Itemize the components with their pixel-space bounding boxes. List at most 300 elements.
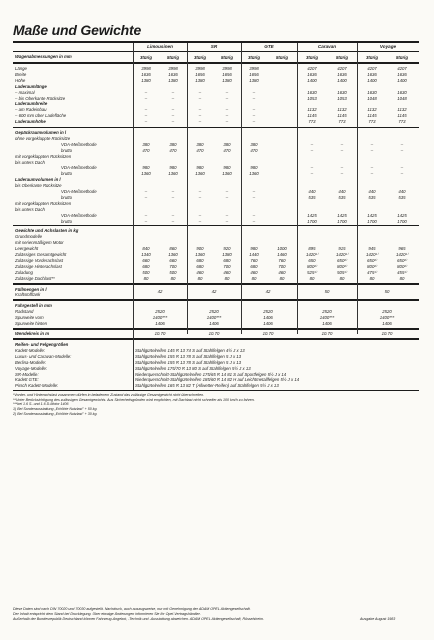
weights-label-1: Grundmodelle [15,234,42,240]
cargo-value-15-6: 1700 [337,218,347,224]
weights-value-8-5: 80 [279,275,285,281]
cargo-label-9: bis Oberkante Rücksitze [15,183,62,189]
cargo-value-15-3: – [225,218,229,224]
dims-value-2-6: 1400 [337,77,347,83]
dims-value-0-3: 3998 [222,66,232,71]
dims-value-0-0: 3998 [141,66,151,71]
tyres-row-label-4: SR-Modelle: [15,371,39,377]
dims-value-5-8: 1048 [397,95,407,101]
dims-value-1-4: 1656 [249,71,259,77]
dims-value-1-6: 1636 [337,71,347,77]
dims-value-1-2: 1656 [195,71,205,77]
cargo-value-2-6: – [340,141,344,147]
weights-value-6-5: 700 [278,263,286,269]
chassis-value-0-2: 2520 [263,309,273,315]
cargo-value-7-1: 1360 [168,171,178,177]
weights-value-5-3: 680 [223,257,231,263]
dims-value-7-0: – [144,107,148,113]
weights-value-4-2: 1360 [195,252,205,257]
cargo-value-14-8: 1425 [397,212,407,218]
header-group-voyage: Voyage [379,44,397,49]
dims-value-8-5: 1145 [307,113,317,119]
cargo-value-10-6: 440 [338,189,346,194]
weights-value-3-5: 1000 [277,246,287,252]
cargo-value-14-1: – [171,212,175,218]
dims-value-7-7: 1132 [367,107,377,113]
dims-value-4-7: 1630 [367,89,377,95]
header-group-gte: GTE [264,44,274,49]
cargo-value-14-3: – [225,212,229,218]
cargo-value-10-1: – [171,189,175,194]
cargo-value-6-7: – [370,165,374,171]
tyres-row-label-5: Kadett GTE: [15,377,39,383]
header-door-4: 3türig [248,55,260,60]
chassis-row-label-0: Radstand [15,309,34,315]
cargo-value-7-7: – [370,171,374,177]
weights-value-6-6: 800²⁾ [307,263,317,269]
cargo-value-2-4: 380 [250,141,258,147]
weights-value-6-2: 680 [196,263,204,269]
fuel-value-4: 50 [384,289,390,295]
chassis-value-2-0: 1406 [155,321,165,327]
dims-value-7-8: 1132 [397,107,407,113]
cargo-label-7: brutto [61,171,72,177]
dims-value-9-8: 773 [398,119,406,125]
dims-value-2-0: 1380 [141,77,151,83]
weights-value-4-8: 1420¹⁾ [365,252,379,257]
cargo-value-7-0: 1360 [141,171,151,177]
chassis-value-0-0: 2520 [155,309,165,315]
dims-value-5-1: – [171,95,175,101]
fuel-value-2: 42 [265,289,271,295]
fuel-value-3: 50 [324,289,330,295]
dims-value-4-3: – [225,89,229,95]
cargo-value-6-3: 980 [223,165,231,171]
dims-label-4: – maximal [15,89,35,95]
cargo-value-10-2: – [198,189,202,194]
cargo-value-14-5: 1425 [307,212,317,218]
cargo-label-0: Gepäckraumvolumen in l [15,130,67,135]
tyres-row-label-2: Berlina-Modelle: [15,359,47,365]
cargo-value-2-0: 380 [142,141,150,147]
cargo-value-14-0: – [144,212,148,218]
cargo-value-6-8: – [400,165,404,171]
weights-value-7-5: 460 [278,269,286,275]
cargo-value-6-4: 980 [250,165,258,171]
cargo-value-11-2: – [198,194,202,200]
cargo-value-6-5: – [310,165,314,171]
dims-value-1-8: 1636 [397,71,407,77]
weights-value-5-7: 650²⁾ [337,257,347,263]
cargo-value-11-3: – [225,194,229,200]
cargo-value-6-0: 980 [142,165,150,171]
cargo-value-15-8: 1700 [397,218,407,224]
dims-value-9-5: 773 [308,119,316,125]
weights-label-5: Zulässige Vorderachslast [15,257,64,263]
cargo-value-2-3: 380 [223,141,231,147]
cargo-value-10-7: 440 [368,189,376,194]
dims-label-3: Laderaumlänge [15,83,47,89]
weights-value-5-1: 660 [169,257,177,263]
dims-value-8-3: – [225,113,229,119]
weights-label-8: Zulässige Dachlast** [15,275,55,281]
dims-value-4-2: – [198,89,202,95]
cargo-value-2-1: 380 [169,141,177,147]
cargo-value-15-0: – [144,218,148,224]
cargo-value-7-6: – [340,171,344,177]
cargo-label-11: brutto [61,194,72,200]
tyres-row-label-0: Kadett-Modelle: [15,347,46,353]
cargo-value-11-4: – [252,194,256,200]
tyres-row-label-6: Pirsch Kadett-Modelle: [15,383,59,389]
cargo-value-3-0: 470 [142,147,150,153]
dims-label-8: – 600 mm über Ladefläche [15,113,67,119]
cargo-value-2-8: – [400,141,404,147]
chassis-value-0-1: 2520 [209,309,219,315]
weights-value-6-3: 700 [223,263,231,269]
footnote-0: *Vorder- und Hinterachslast zusammen dürfen in beladenem Zustand das zulässige Gesamtgewicht nicht überschreiten. [13,393,205,398]
footnote-2: ***bei 1.6 S- und 1.6 D-Motor 1406 [13,402,69,407]
weights-value-3-4: 980 [250,246,258,252]
turning-value-1: 10.70 [208,331,220,336]
dims-value-4-8: 1630 [397,89,407,95]
weights-value-5-6: 650 [308,257,316,263]
cargo-value-3-2: 470 [196,147,204,153]
cargo-value-6-6: – [340,165,344,171]
dims-value-9-6: 773 [338,119,346,125]
turning-value-2: 10.70 [262,331,274,336]
cargo-label-6: VDA-Meßmethode [61,165,97,171]
cargo-value-3-6: – [340,147,344,153]
weights-value-6-4: 680 [250,263,258,269]
weights-value-8-8: 80 [369,275,375,281]
dims-value-4-5: 1630 [307,89,317,95]
dims-value-2-3: 1380 [222,77,232,83]
footnote-4: 2) Bei Sonderausstattung „Erhöhte Nutzlast" + 30 kg. [13,411,98,416]
chassis-value-0-3: 2520 [322,309,332,315]
tyres-row-value-1: Stahlgürtelreifen 155 R 13 78 S auf Stahlfelgen 5 J x 13 [135,353,242,359]
dims-value-0-8: 4207 [397,66,407,71]
dims-value-1-3: 1656 [222,71,232,77]
column-divider-group-3 [357,43,358,334]
weights-value-5-2: 680 [196,257,204,263]
cargo-value-11-1: – [171,194,175,200]
header-door-3: 5türig [221,55,233,60]
header-door-6: 3türig [306,55,318,60]
cargo-value-6-1: 980 [169,165,177,171]
cargo-value-15-2: – [198,218,202,224]
weights-label-7: Zuladung [15,269,33,275]
weights-value-6-0: 680 [142,263,150,269]
dims-label-7: – am Radeinbau [15,107,47,113]
chassis-value-2-3: 1406 [322,321,332,327]
weights-value-4-3: 1380 [222,252,232,257]
turning-label: Wendekreis in m [15,331,50,336]
weights-bottom-rule [13,283,419,285]
dims-value-0-6: 4207 [337,66,347,71]
dims-value-8-7: 1145 [367,113,377,119]
chassis-value-1-2: 1406 [263,315,273,321]
dims-value-5-3: – [225,95,229,101]
weights-value-7-4: 460 [250,269,258,275]
weights-value-4-6: 1420¹⁾ [305,252,319,257]
cargo-label-2: VDA-Meßmethode [61,141,97,147]
weights-value-7-7: 505¹⁾ [337,269,347,275]
title-rule [13,41,419,43]
dims-value-2-4: 1380 [249,77,259,83]
weights-value-3-7: 915 [338,246,346,252]
column-divider-group-0 [187,43,188,334]
dims-value-8-6: 1145 [337,113,347,119]
page-title: Maße und Gewichte [13,22,142,38]
weights-value-7-6: 525¹⁾ [307,269,317,275]
weights-value-7-8: 475¹⁾ [367,269,377,275]
chassis-row-label-1: Spurweite vorn [15,315,44,321]
dims-label-1: Breite [15,71,27,77]
dims-value-1-0: 1636 [141,71,151,77]
dims-value-0-7: 4207 [367,66,377,71]
dims-value-4-4: – [252,89,256,95]
dims-value-0-5: 4207 [307,66,317,71]
tyres-row-label-3: Voyage-Modelle: [15,365,48,371]
chassis-bottom-rule [13,328,419,330]
cargo-value-7-2: 1360 [195,171,205,177]
cargo-value-2-7: – [370,141,374,147]
dims-value-5-7: 1048 [367,95,377,101]
weights-value-5-8: 650²⁾ [367,257,377,263]
tyres-row-value-4: Niederquerschnitt-Stahlgürtelreifen 175/65 R 14 81 S auf Sportfelgen 5½ J x 14 [135,371,287,377]
cargo-value-2-2: 380 [196,141,204,147]
weights-value-3-0: 840 [142,246,150,252]
cargo-value-7-5: – [310,171,314,177]
fuel-value-0: 42 [157,289,163,295]
weights-value-7-3: 460 [223,269,231,275]
tyres-row-value-2: Stahlgürtelreifen 155 R 13 78 S auf Stahlfelgen 5 J x 13 [135,359,242,365]
weights-label-2: mit serienmäßigem Motor [15,240,64,246]
dims-value-8-4: – [252,113,256,119]
weights-value-5-0: 660 [142,257,150,263]
dims-value-1-1: 1636 [168,71,178,77]
column-divider-label [133,43,134,390]
weights-value-8-0: 80 [143,275,149,281]
column-divider-group-2 [297,43,298,334]
weights-value-3-3: 920 [223,246,231,252]
weights-label-4: Zulässiges Gesamtgewicht [15,252,67,257]
weights-value-3-8: 945 [368,246,376,252]
weights-value-7-9: 455¹⁾ [397,269,407,275]
chassis-value-1-4: 1400*** [379,315,395,321]
dims-value-2-7: 1400 [367,77,377,83]
weights-value-3-1: 860 [169,246,177,252]
weights-value-8-7: 80 [339,275,345,281]
dims-label-2: Höhe [15,77,26,83]
dims-value-5-2: – [198,95,202,101]
chassis-value-1-3: 1400*** [319,315,335,321]
dims-value-5-5: 1053 [307,95,317,101]
dims-value-8-8: 1145 [397,113,407,119]
weights-value-4-7: 1420¹⁾ [335,252,349,257]
turning-value-4: 10.70 [381,331,393,336]
weights-value-6-9: 800²⁾ [397,263,407,269]
dims-value-5-6: 1053 [337,95,347,101]
dims-value-7-1: – [171,107,175,113]
dims-value-4-1: – [171,89,175,95]
weights-value-3-6: 895 [308,246,316,252]
dims-value-7-2: – [198,107,202,113]
cargo-value-15-1: – [171,218,175,224]
weights-value-4-0: 1340 [141,252,151,257]
dims-value-5-4: – [252,95,256,101]
cargo-label-4: mit vorgeklappten Rücksitzen [15,153,72,159]
dims-value-7-5: 1132 [307,107,317,113]
dims-value-2-5: 1400 [307,77,317,83]
cargo-label-12: mit vorgeklappten Rücksitzen [15,200,72,206]
turning-bottom-rule [13,338,419,340]
cargo-value-11-7: 535 [368,194,376,200]
cargo-value-3-3: 470 [223,147,231,153]
chassis-label: Fahrgestell in mm [15,303,52,309]
cargo-value-15-4: – [252,218,256,224]
cargo-value-3-8: – [400,147,404,153]
dims-value-9-3: – [225,119,229,125]
turning-value-0: 10.70 [154,331,166,336]
fuel-sub-label: Kraftstofftank [15,292,41,298]
cargo-value-14-6: 1425 [337,212,347,218]
dims-value-8-0: – [144,113,148,119]
weights-value-8-9: 80 [399,275,405,281]
weights-value-7-0: 500 [142,269,150,275]
column-divider-group-1 [241,43,242,334]
weights-value-3-2: 900 [196,246,204,252]
dims-value-2-1: 1380 [168,77,178,83]
chassis-value-1-0: 1400*** [152,315,168,321]
header-door-8: 3türig [366,55,378,60]
cargo-value-11-0: – [144,194,148,200]
weights-value-8-4: 80 [251,275,257,281]
dims-value-4-0: – [144,89,148,95]
weights-value-4-1: 1360 [168,252,178,257]
weights-value-8-3: 80 [224,275,230,281]
dims-value-1-7: 1636 [367,71,377,77]
tyres-row-value-3: Stahlgürtelreifen 175/70 R 13 80 S auf Stahlfelgen 5½ J x 13 [135,365,251,371]
weights-label-0: Gewichte und Achslasten in kg [15,228,79,234]
weights-label-6: Zulässige Hinterachslast [15,263,62,269]
cargo-value-7-3: 1360 [222,171,232,177]
dims-value-2-8: 1400 [397,77,407,83]
dims-value-5-0: – [144,95,148,101]
cargo-value-10-4: – [252,189,256,194]
weights-value-8-2: 80 [197,275,203,281]
weights-value-7-1: 500 [169,269,177,275]
chassis-row-label-2: Spurweite hinten [15,321,48,327]
dims-bottom-rule [13,127,419,128]
footer-line-1: Diese Daten sind nach DIN 70020 und 70030 aufgestellt. Nachdruck, auch auszugsweise, nur mit Genehmigung der ADAM OPEL Aktiengesellschaft. [13,607,251,611]
weights-value-5-5: 760 [278,257,286,263]
tyres-bottom-rule [13,390,419,391]
cargo-value-3-7: – [370,147,374,153]
weights-value-3-9: 965 [398,246,406,252]
tyres-label: Reifen- und Felgengrößen [15,342,69,347]
weights-label-3: Leergewicht [15,246,39,252]
cargo-value-14-4: – [252,212,256,218]
fuel-label: Füllmengen in l [15,286,47,292]
chassis-value-2-4: 1406 [382,321,392,327]
tyres-row-value-5: Niederquerschnitt-Stahlgürtelreifen 185/60 R 14 82 H auf Leichtmetallfelgen 5½ J x 14 [135,377,300,383]
cargo-value-3-5: – [310,147,314,153]
header-group-limousinen: Limousinen [147,44,173,49]
tyres-row-value-6: Stahlgürtelreifen 165 R 13 82 T (Allwetter-Reifen) auf Stahlfelgen 5½ J x 13 [135,383,279,389]
chassis-value-2-2: 1406 [263,321,273,327]
tyres-row-value-0: Stahlgürtelreifen 145 R 13 74 S auf Stahlfelgen 4½ J x 13 [135,347,245,353]
dims-value-9-2: – [198,119,202,125]
cargo-value-2-5: – [310,141,314,147]
dims-value-9-1: – [171,119,175,125]
chassis-value-1-1: 1400*** [206,315,222,321]
weights-value-7-2: 460 [196,269,204,275]
dims-value-9-7: 773 [368,119,376,125]
header-door-5: 5türig [276,55,288,60]
cargo-label-15: brutto [61,218,72,224]
footer-line-2: Der Inhalt entspricht dem Stand bei Drucklegung. Über etwaige Änderungen informieren Sie Ihr Opel-Vertragshändler. [13,612,201,616]
cargo-label-8: Laderaumvolumen in l [15,177,61,183]
dims-value-0-2: 3998 [195,66,205,71]
cargo-value-10-0: – [144,189,148,194]
weights-value-4-5: 1460 [277,252,287,257]
header-group-caravan: Caravan [317,44,337,49]
weights-value-8-6: 80 [309,275,315,281]
cargo-label-1: ohne vorgeklappte Rücksitze [15,135,71,141]
cargo-value-11-5: 535 [308,194,316,200]
dims-label-0: Länge [15,66,27,71]
header-door-0: 3türig [140,55,152,60]
weights-value-4-4: 1440 [249,252,259,257]
tyres-row-label-1: Luxus- und Caravan-Modelle: [15,353,72,359]
header-rule [13,51,419,52]
cargo-label-14: VDA-Meßmethode [61,212,97,218]
dims-value-7-3: – [225,107,229,113]
fuel-value-1: 42 [211,289,217,295]
dims-value-9-0: – [144,119,148,125]
dims-value-2-2: 1380 [195,77,205,83]
weights-value-6-8: 800²⁾ [367,263,377,269]
cargo-label-10: VDA-Meßmethode [61,189,97,194]
dims-value-7-6: 1132 [337,107,347,113]
cargo-value-7-4: 1360 [249,171,259,177]
header-group-sr: SR [210,44,218,49]
cargo-value-7-8: – [400,171,404,177]
cargo-value-14-2: – [198,212,202,218]
cargo-value-10-8: 440 [398,189,406,194]
dims-value-0-1: 3998 [168,66,178,71]
turning-value-3: 10.70 [321,331,333,336]
weights-value-4-9: 1420¹⁾ [395,252,409,257]
dims-value-4-6: 1630 [337,89,347,95]
cargo-value-10-3: – [225,189,229,194]
cargo-value-6-2: 980 [196,165,204,171]
dims-label-6: Laderaumbreite [15,101,48,107]
dims-value-0-4: 3998 [249,66,259,71]
cargo-label-3: brutto [61,147,72,153]
cargo-value-10-5: 440 [308,189,316,194]
dims-label-9: Laderaumhöhe [15,119,46,125]
weights-value-5-4: 760 [250,257,258,263]
cargo-value-3-4: 470 [250,147,258,153]
cargo-label-13: bis unters Dach [15,206,45,212]
cargo-bottom-rule [13,225,419,226]
dims-value-8-2: – [198,113,202,119]
dims-value-1-5: 1636 [307,71,317,77]
weights-value-5-9: 650²⁾ [397,257,407,263]
